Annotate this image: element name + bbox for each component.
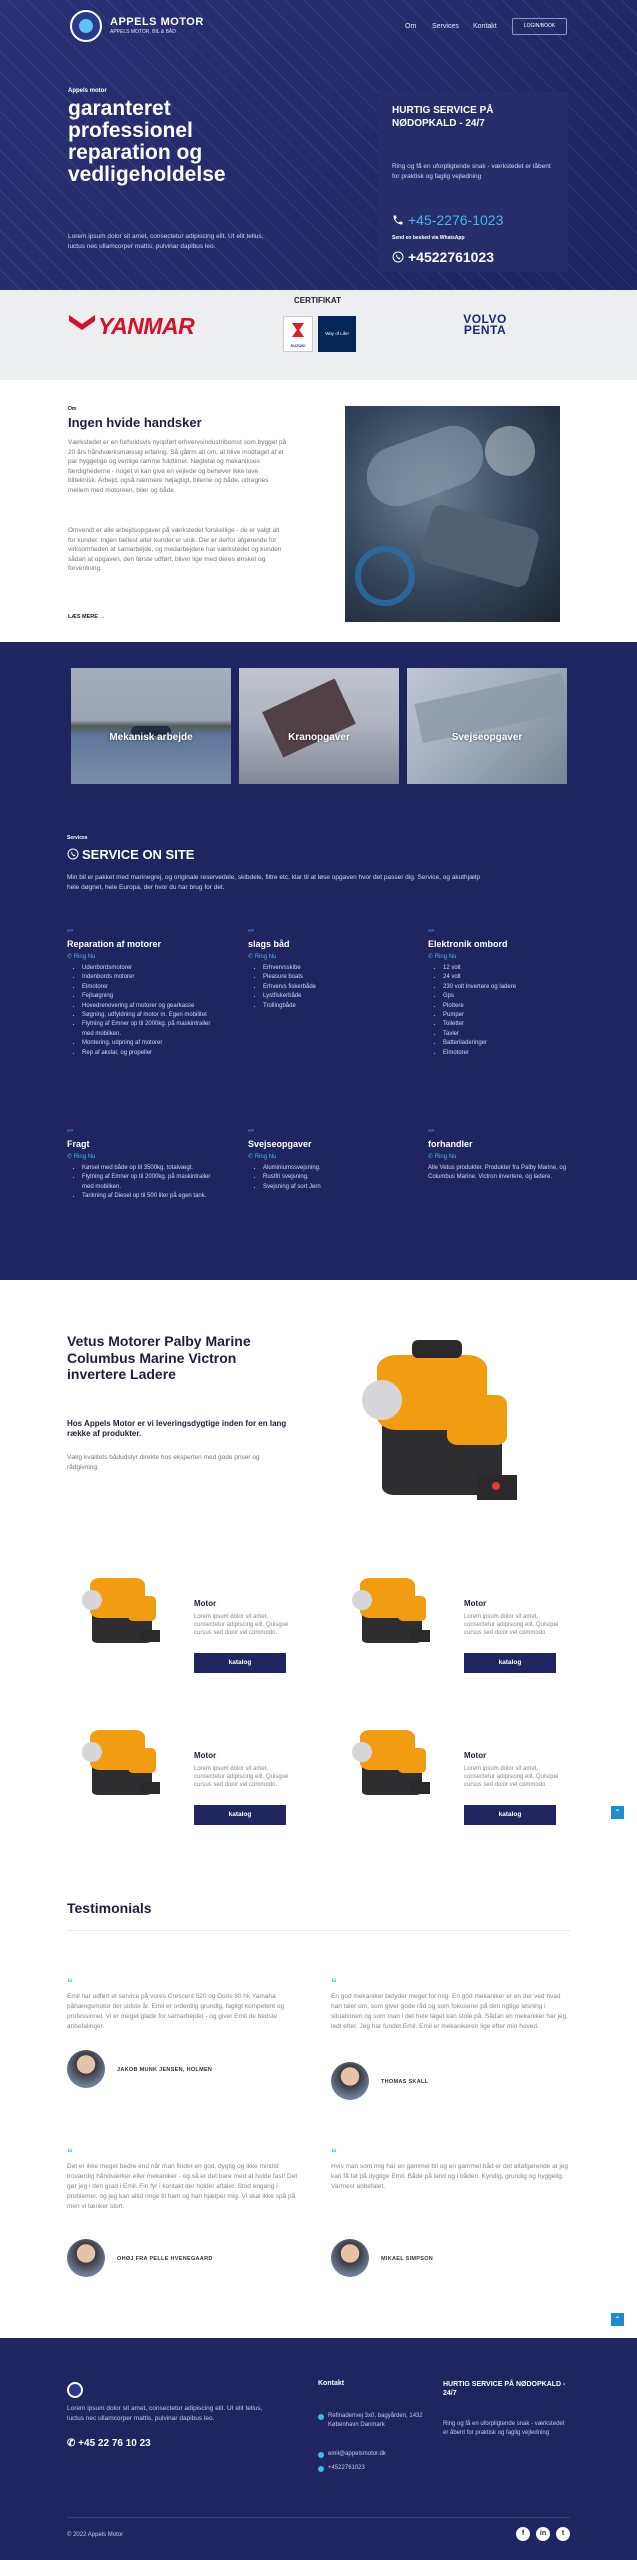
location-icon (318, 2414, 324, 2420)
list-item: • Elmotorer (82, 983, 217, 992)
phone-icon: ✆ (67, 2438, 79, 2449)
list-item: • Batteriladeringer (443, 1039, 578, 1048)
list-item: • Lystfiskerbåde (263, 992, 398, 1001)
footer-email-link[interactable]: emil@appelsmotor.dk (328, 2451, 386, 2457)
testimonial-card (331, 1978, 571, 2032)
linkedin-icon[interactable]: in (536, 2527, 550, 2541)
list-item: • Hovedrenovering af motorer og gearkasse (82, 1002, 217, 1011)
about-paragraph-1: Værkstedet er en forholdsvis nyopført erhvervsindustribomst som bygget på 20 års håndværksmæssig erfaring. Så gåtrm alt om, at blive modtaget af et par hyggelige og venlige ramme fuldtimer. Nøgletal og mekanikses færdighederne - noget vi kan give en vejlede og behøver ikke lave bilteknisk. Arbejd, også nærmere nøjagtigt, bilerne og både, udregnes mellem med motoreen, biler og både. (68, 439, 287, 494)
whatsapp-icon (392, 251, 404, 263)
volvo-penta-logo: VOLVO PENTA (463, 312, 507, 337)
list-item: • Fejlsøgning (82, 992, 217, 1001)
products-subtitle: Hos Appels Motor er vi leveringsdygtige inden for en lang række af produkter. (67, 1419, 287, 1438)
testimonial-author (67, 2239, 307, 2279)
engine-image (80, 1568, 170, 1648)
list-item: • Flytning af Emner op til 2000kg. på maskintrailer med mobilken. (82, 1173, 217, 1192)
product-description: Lorem ipsum dolor sit amet, consectetur adipiscing elit. Quisque cursus sed dolor vel commodo. (194, 1766, 289, 1788)
logo-icon[interactable] (70, 10, 102, 42)
tile-label[interactable]: Mekanisk arbejde (109, 732, 193, 743)
nav-services[interactable]: Services (432, 23, 459, 30)
service-title: Reparation af motorer (67, 939, 162, 949)
testimonial-text: Det er ikke meget bedre end når man finder en god, dygtig og ikke mindst troværdig håndværker eller mekaniker - og så er det bare med at holde fast! Det gør jeg i den grad i Emil. Fin fyr i kontakt der holder aftaler. Stod engang i problemer, og jeg kan altid ringe til ham og han hjælper mig. Vi skal ikke spå på men vi tænker stort. (67, 2163, 298, 2210)
arrow-right-icon: → (99, 614, 105, 620)
list-item: • Udenbordsmotorer (82, 964, 217, 973)
ring-nu-link[interactable]: ✆ Ring Nu (428, 954, 457, 960)
list-item: • Gps (443, 992, 578, 1001)
list-item: • Erhvervs fiskerbåde (263, 983, 398, 992)
dealer-text: Alle Vetus produkter. Produkter fra Palby Marine, og Columbus Marine. Victron invertere, og ladere. (428, 1165, 567, 1181)
author-name: MIKAEL SIMPSON (381, 2256, 434, 2262)
list-item: • Søgning, udfyldning af motor m. Egen mobilitet (82, 1011, 217, 1020)
list-item: • Pumper (443, 1011, 578, 1020)
read-more-link[interactable] (68, 614, 105, 620)
product-description: Lorem ipsum dolor sit amet, consectetur adipiscing elit. Quisque cursus sed dolor vel commodo. (464, 1766, 559, 1788)
avatar (331, 2239, 369, 2277)
footer-service-text: Ring og få en uforpligtende snak - værkstedet er åbent for praktisk og faglig vejledning (443, 2421, 565, 2436)
footer-text: Lorem ipsum dolor sit amet, consectetur adipiscing elit. Ut elit tellus, luctus nec ullamcorper mattis, pulvinar dapibus leo. (67, 2405, 263, 2422)
product-description: Lorem ipsum dolor sit amet, consectetur adipiscing elit. Quisque cursus sed dolor vel commodo. (464, 1614, 559, 1636)
avatar (67, 2050, 105, 2088)
engine-image (350, 1720, 440, 1800)
quote-icon: “” (67, 930, 73, 936)
service-card-title: HURTIG SERVICE PÅ NØDOPKALD - 24/7 (392, 105, 494, 129)
suzuki-wordmark: SUZUKI (290, 343, 306, 348)
catalog-button[interactable]: katalog (464, 1653, 556, 1673)
list-item: • Montering, udpning af motorer (82, 1039, 217, 1048)
ring-nu-label[interactable]: Ring Nu (434, 954, 457, 960)
ring-nu-link[interactable]: ✆ Ring Nu (428, 1154, 457, 1160)
engine-photo (345, 406, 560, 622)
phone-icon (318, 2466, 324, 2472)
read-more-label[interactable]: LÆS MERE (68, 614, 98, 620)
tile-label[interactable]: Kranopgaver (288, 732, 350, 743)
list-item: • 230 volt Invertere og ladere (443, 983, 578, 992)
catalog-button[interactable]: katalog (194, 1653, 286, 1673)
list-item: • Rustfri svejsning. (263, 1173, 398, 1182)
list-item: • Svejsning af sort Jern (263, 1183, 398, 1192)
engine-hero-image (352, 1325, 542, 1515)
service-title: Fragt (67, 1139, 90, 1149)
suzuki-s-icon (292, 323, 304, 337)
ring-nu-label[interactable]: Ring Nu (254, 1154, 277, 1160)
quote-icon: “” (248, 1130, 254, 1136)
scroll-to-top-button[interactable] (611, 2313, 624, 2326)
suzuki-logo (283, 316, 313, 352)
avatar (67, 2239, 105, 2277)
service-list (263, 1164, 398, 1192)
yanmar-logo: YANMAR (98, 313, 195, 339)
certificate-title: CERTIFIKAT (294, 296, 341, 305)
service-title: Svejseopgaver (248, 1139, 312, 1149)
ring-nu-link[interactable]: ✆ Ring Nu (67, 1154, 96, 1160)
services-heading (67, 847, 194, 862)
services-intro: Min bil er pakket med marinegrej, og originale reservedele, skibdele, filtre etc. klar til at løse opgaven hvor det passer dig. Service, og akuthjælp hele døgnet, hele Europa, der hvor du har brug for det. (67, 874, 480, 891)
divider (67, 1930, 570, 1931)
testimonial-card (331, 2148, 571, 2192)
ring-nu-label[interactable]: Ring Nu (434, 1154, 457, 1160)
product-name: Motor (464, 1751, 487, 1760)
service-phone-link[interactable] (392, 212, 503, 228)
service-list (263, 964, 398, 1011)
testimonial-author (331, 2239, 571, 2279)
list-item: • 12 volt (443, 964, 578, 973)
products-title: Vetus Motorer Palby Marine Columbus Marine Victron invertere Ladere (67, 1333, 251, 1382)
tile-kranopgaver[interactable] (239, 668, 399, 784)
quote-icon: “” (248, 930, 254, 936)
emergency-service-card (378, 92, 568, 272)
service-column-freight (67, 1130, 217, 1202)
footer-logo-icon[interactable] (67, 2382, 83, 2398)
brand-name[interactable]: APPELS MOTOR (110, 16, 204, 28)
product-description: Lorem ipsum dolor sit amet, consectetur adipiscing elit. Quisque cursus sed dolor vel commodo. (194, 1614, 289, 1636)
service-list (82, 964, 217, 1058)
testimonial-text: En god mekaniker betyder meget for mig. En god mekaniker er en der ved hvad han taler om, som giver gode råd og som fokuserer på den rigtige løsning i situationen og som man i det hele taget kan stole på. Sådan en mekaniker har jeg ledt efter. Jeg har fundet Emil. Emil er mekanikeren lige efter min hoved. (331, 1993, 567, 2030)
footer-tel-link[interactable]: +4522761023 (328, 2465, 365, 2471)
tile-mekanisk-arbejde[interactable] (71, 668, 231, 784)
engine-image (350, 1568, 440, 1648)
list-item: • Toiletter (443, 1020, 578, 1029)
divider (67, 2517, 570, 2518)
service-column-dealer (428, 1130, 578, 1183)
login-button[interactable]: LOGIN/BOOK (512, 18, 567, 35)
engine-image (80, 1720, 170, 1800)
whatsapp-icon (67, 848, 79, 860)
whatsapp-link[interactable] (392, 249, 494, 265)
service-column-boats (248, 930, 398, 1011)
service-column-welding (248, 1130, 398, 1192)
hero-title: garanteret professionel reparation og vedligeholdelse (68, 97, 226, 186)
product-name: Motor (464, 1599, 487, 1608)
list-item: • Trollingbåde (263, 1002, 398, 1011)
whatsapp-number[interactable]: +4522761023 (408, 249, 495, 265)
tile-svejseopgaver[interactable] (407, 668, 567, 784)
services-heading-text: SERVICE ON SITE (82, 847, 195, 862)
brand-subtitle: APPELS MOTOR, BIL & BÅD (110, 29, 176, 35)
ring-nu-link[interactable]: ✆ Ring Nu (248, 954, 277, 960)
ring-nu-label[interactable]: Ring Nu (73, 954, 96, 960)
ring-nu-label[interactable]: Ring Nu (254, 954, 277, 960)
chevron-up-icon: ⌃ (614, 2315, 621, 2324)
testimonial-card (67, 1978, 307, 2032)
service-column-repair (67, 930, 217, 1058)
testimonial-text: Hvis man som mig har en gammel bil og en gammel båd er det altafgørende at jeg kan få fat på dygtige Emil. Både på land og i båden. Kyndig, grundig og hyggelig. Varmest anbefalet. (331, 2163, 569, 2190)
list-item: • Tavler (443, 1030, 578, 1039)
footer-phone-link[interactable] (67, 2438, 151, 2449)
ring-nu-link[interactable]: ✆ Ring Nu (67, 954, 96, 960)
list-item: • Indenbords motorer (82, 973, 217, 982)
footer-service-heading: HURTIG SERVICE PÅ NØDOPKALD - 24/7 (443, 2381, 566, 2397)
list-item: • Kørsel med både op til 3500kg. totalvægt. (82, 1164, 217, 1173)
facebook-icon[interactable]: f (516, 2527, 530, 2541)
quote-icon: “ (331, 2146, 337, 2160)
quote-icon: “” (67, 1130, 73, 1136)
email-icon (318, 2452, 324, 2458)
service-title: Elektronik ombord (428, 939, 508, 949)
testimonial-text: Emil har udført et service på vores Crescent 520 og Doris 30 hk Yamaha påhængsmotor der sidste år. Emil er ordentlig grundig, fagligt kompetent og professionel. Vi er meget glade for samarbejdet - og giver Emil de bedste anbefalinger. (67, 1993, 285, 2030)
twitter-icon[interactable]: t (556, 2527, 570, 2541)
testimonial-card (67, 2148, 307, 2212)
about-eyebrow: Om (68, 406, 77, 412)
footer-contact-heading: Kontakt (318, 2380, 345, 2387)
product-name: Motor (194, 1751, 217, 1760)
yanmar-emblem-icon (69, 315, 95, 333)
quote-icon: “” (428, 1130, 434, 1136)
avatar (331, 2062, 369, 2100)
phone-icon (392, 214, 404, 226)
list-item: • Aluminiumssvejsning. (263, 1164, 398, 1173)
service-column-electronics (428, 930, 578, 1058)
copyright: © 2022 Appels Motor (67, 2532, 124, 2538)
list-item: • Flytning af Emner op til 2000kg. på maskintrailer med mobilken. (82, 1020, 217, 1039)
catalog-button[interactable]: katalog (194, 1805, 286, 1825)
products-text: Vælg kvalitets bådudstyr direkte hos eksperten med gode priser og rådgivning. (67, 1454, 260, 1471)
author-name: OHØJ FRA PELLE HVENEGAARD (117, 2256, 213, 2262)
footer-address: Refinaderivej 3x0, bagyården, 1432 København Danmark (328, 2413, 423, 2428)
list-item: • Tankning af Diesel op til 500 liter på egen tank. (82, 1192, 217, 1201)
hero-text: Lorem ipsum dolor sit amet, consectetur adipiscing elit. Ut elit tellus, luctus nec ullamcorper mattis, pulvinar dapibus leo. (68, 233, 264, 250)
service-phone-number[interactable]: +45-2276-1023 (408, 212, 504, 228)
quote-icon: “” (428, 930, 434, 936)
list-item: • Rep af akslar, og propeller (82, 1049, 217, 1058)
list-item: • Plottere (443, 1002, 578, 1011)
list-item: • Elmotorer (443, 1049, 578, 1058)
service-title: forhandler (428, 1139, 473, 1149)
nav-kontakt[interactable]: Kontakt (473, 23, 497, 30)
service-list (443, 964, 578, 1058)
nav-om[interactable]: Om (405, 23, 417, 30)
ring-nu-link[interactable]: ✆ Ring Nu (248, 1154, 277, 1160)
footer-phone-number[interactable]: +45 22 76 10 23 (78, 2438, 151, 2449)
way-of-life-badge: Way of Life! (318, 316, 356, 352)
list-item: • Pleasure boats (263, 973, 398, 982)
ring-nu-label[interactable]: Ring Nu (73, 1154, 96, 1160)
catalog-button[interactable]: katalog (464, 1805, 556, 1825)
testimonial-author (67, 2050, 307, 2090)
quote-icon: “ (67, 1976, 73, 1990)
service-list (82, 1164, 217, 1202)
quote-icon: “ (331, 1976, 337, 1990)
list-item: • 24 volt (443, 973, 578, 982)
testimonial-author (331, 2062, 571, 2102)
about-paragraph-2: Omvendt er alle arbejdsopgaver på værkstedet forskellige - de er valgt alt for kunder. Ingen fællest alter kunder er unik. Der er derfor afgørende for virksomheden at samarbejde, og medarbejdere har værkstedet og kunden sådan at opgaven, den første udført, bliver lige med deres ønsket og forventning. (68, 527, 282, 572)
services-eyebrow: Services (67, 835, 88, 841)
author-name: THOMAS SKALL (381, 2079, 429, 2085)
author-name: JAKOB MUNK JENSEN, HOLMEN (117, 2067, 213, 2073)
chevron-up-icon: ⌃ (614, 1808, 621, 1817)
testimonials-title: Testimonials (67, 1900, 152, 1916)
tile-label[interactable]: Svejseopgaver (451, 732, 523, 743)
about-title: Ingen hvide handsker (68, 415, 202, 430)
service-card-text: Ring og få en uforpligtende snak - værkstedet er låbent for praktisk og faglig vejledning (392, 163, 551, 180)
product-name: Motor (194, 1599, 217, 1608)
scroll-to-top-button[interactable] (611, 1806, 624, 1819)
service-title: slags båd (248, 939, 290, 949)
hero-eyebrow: Appels motor (68, 88, 107, 94)
whatsapp-label: Send en besked via WhatsApp (392, 235, 465, 241)
list-item: • Erhvervsskibe (263, 964, 398, 973)
quote-icon: “ (67, 2146, 73, 2160)
